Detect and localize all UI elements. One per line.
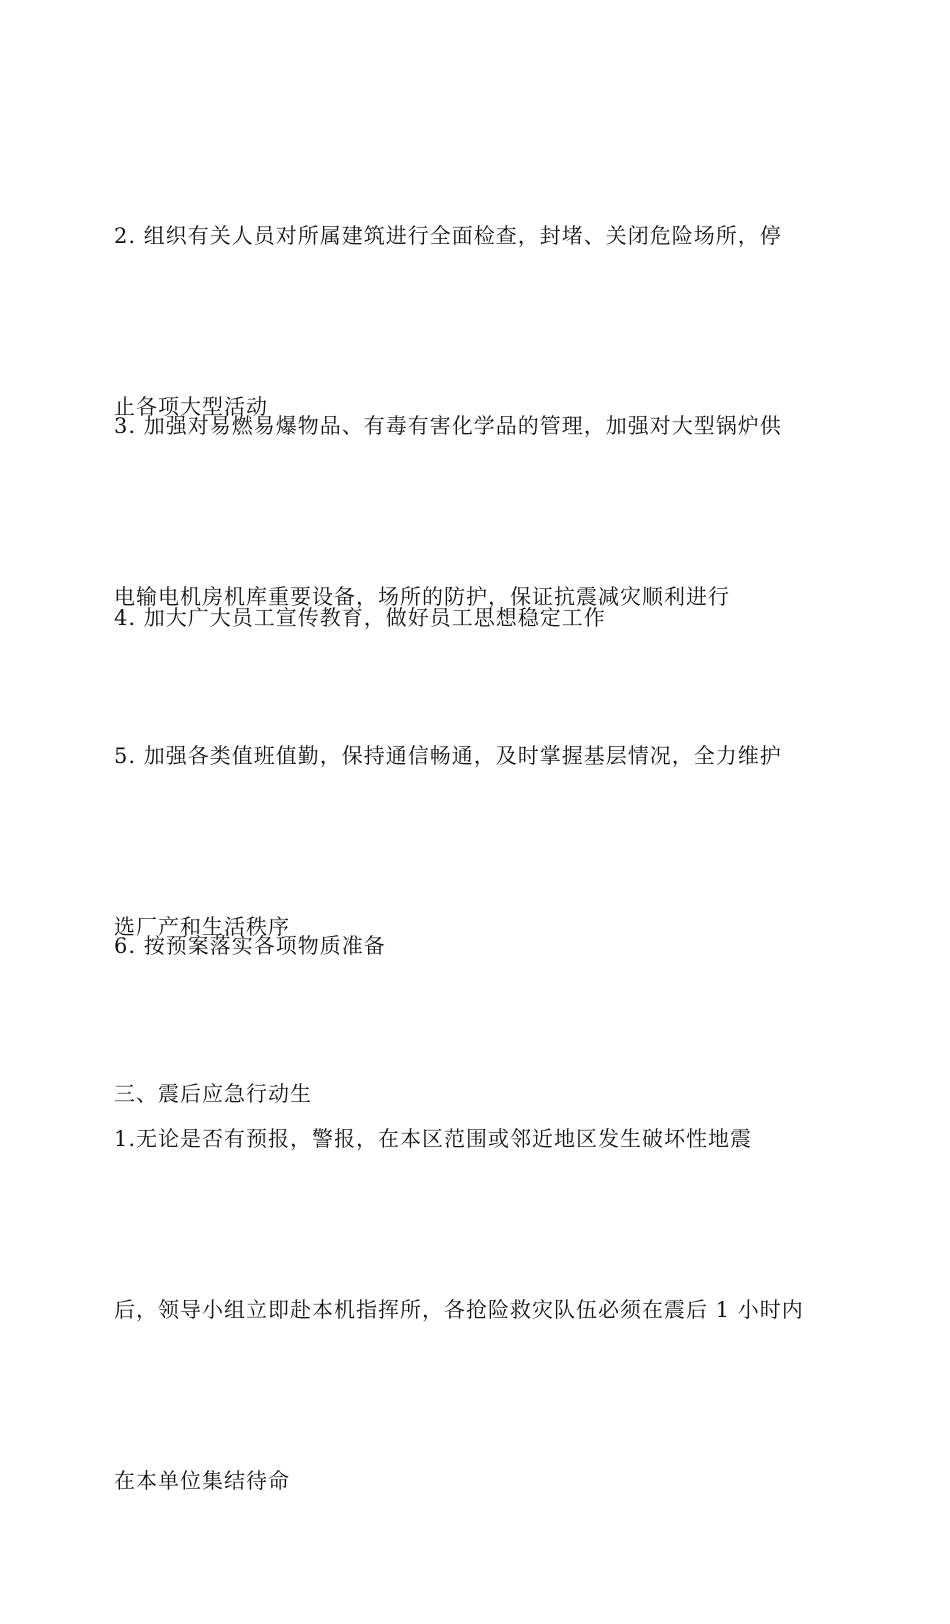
paragraph-line: 2. 组织有关人员对所属建筑进行全面检查，封堵、关闭危险场所，停 [114,224,782,248]
paragraph-line: 3. 加强对易燃易爆物品、有毒有害化学品的管理，加强对大型锅炉供 [114,414,782,438]
paragraph-line: 1.无论是否有预报，警报，在本区范围或邻近地区发生破坏性地震 [114,1127,753,1151]
paragraph-line: 6. 按预案落实各项物质准备 [114,934,386,958]
section-list-item-1 [114,997,850,1624]
paragraph-line: 止各项大型活动 [114,395,268,419]
paragraph-line: 4. 加大广大员工宣传教育，做好员工思想稳定工作 [114,606,606,630]
paragraph-line: 电输电机房机库重要设备，场所的防护，保证抗震减灾顺利进行 [114,585,730,609]
paragraph-line: 选厂产和生活秩序 [114,915,290,939]
paragraph-line: 5. 加强各类值班值勤，保持通信畅通，及时掌握基层情况，全力维护 [114,744,782,768]
paragraph-line: 在本单位集结待命 [114,1469,290,1493]
section-heading-text: 三、震后应急行动生 [114,1082,312,1106]
paragraph-line: 后，领导小组立即赴本机指挥所，各抢险救灾队伍必须在震后 1 小时内 [114,1298,804,1322]
